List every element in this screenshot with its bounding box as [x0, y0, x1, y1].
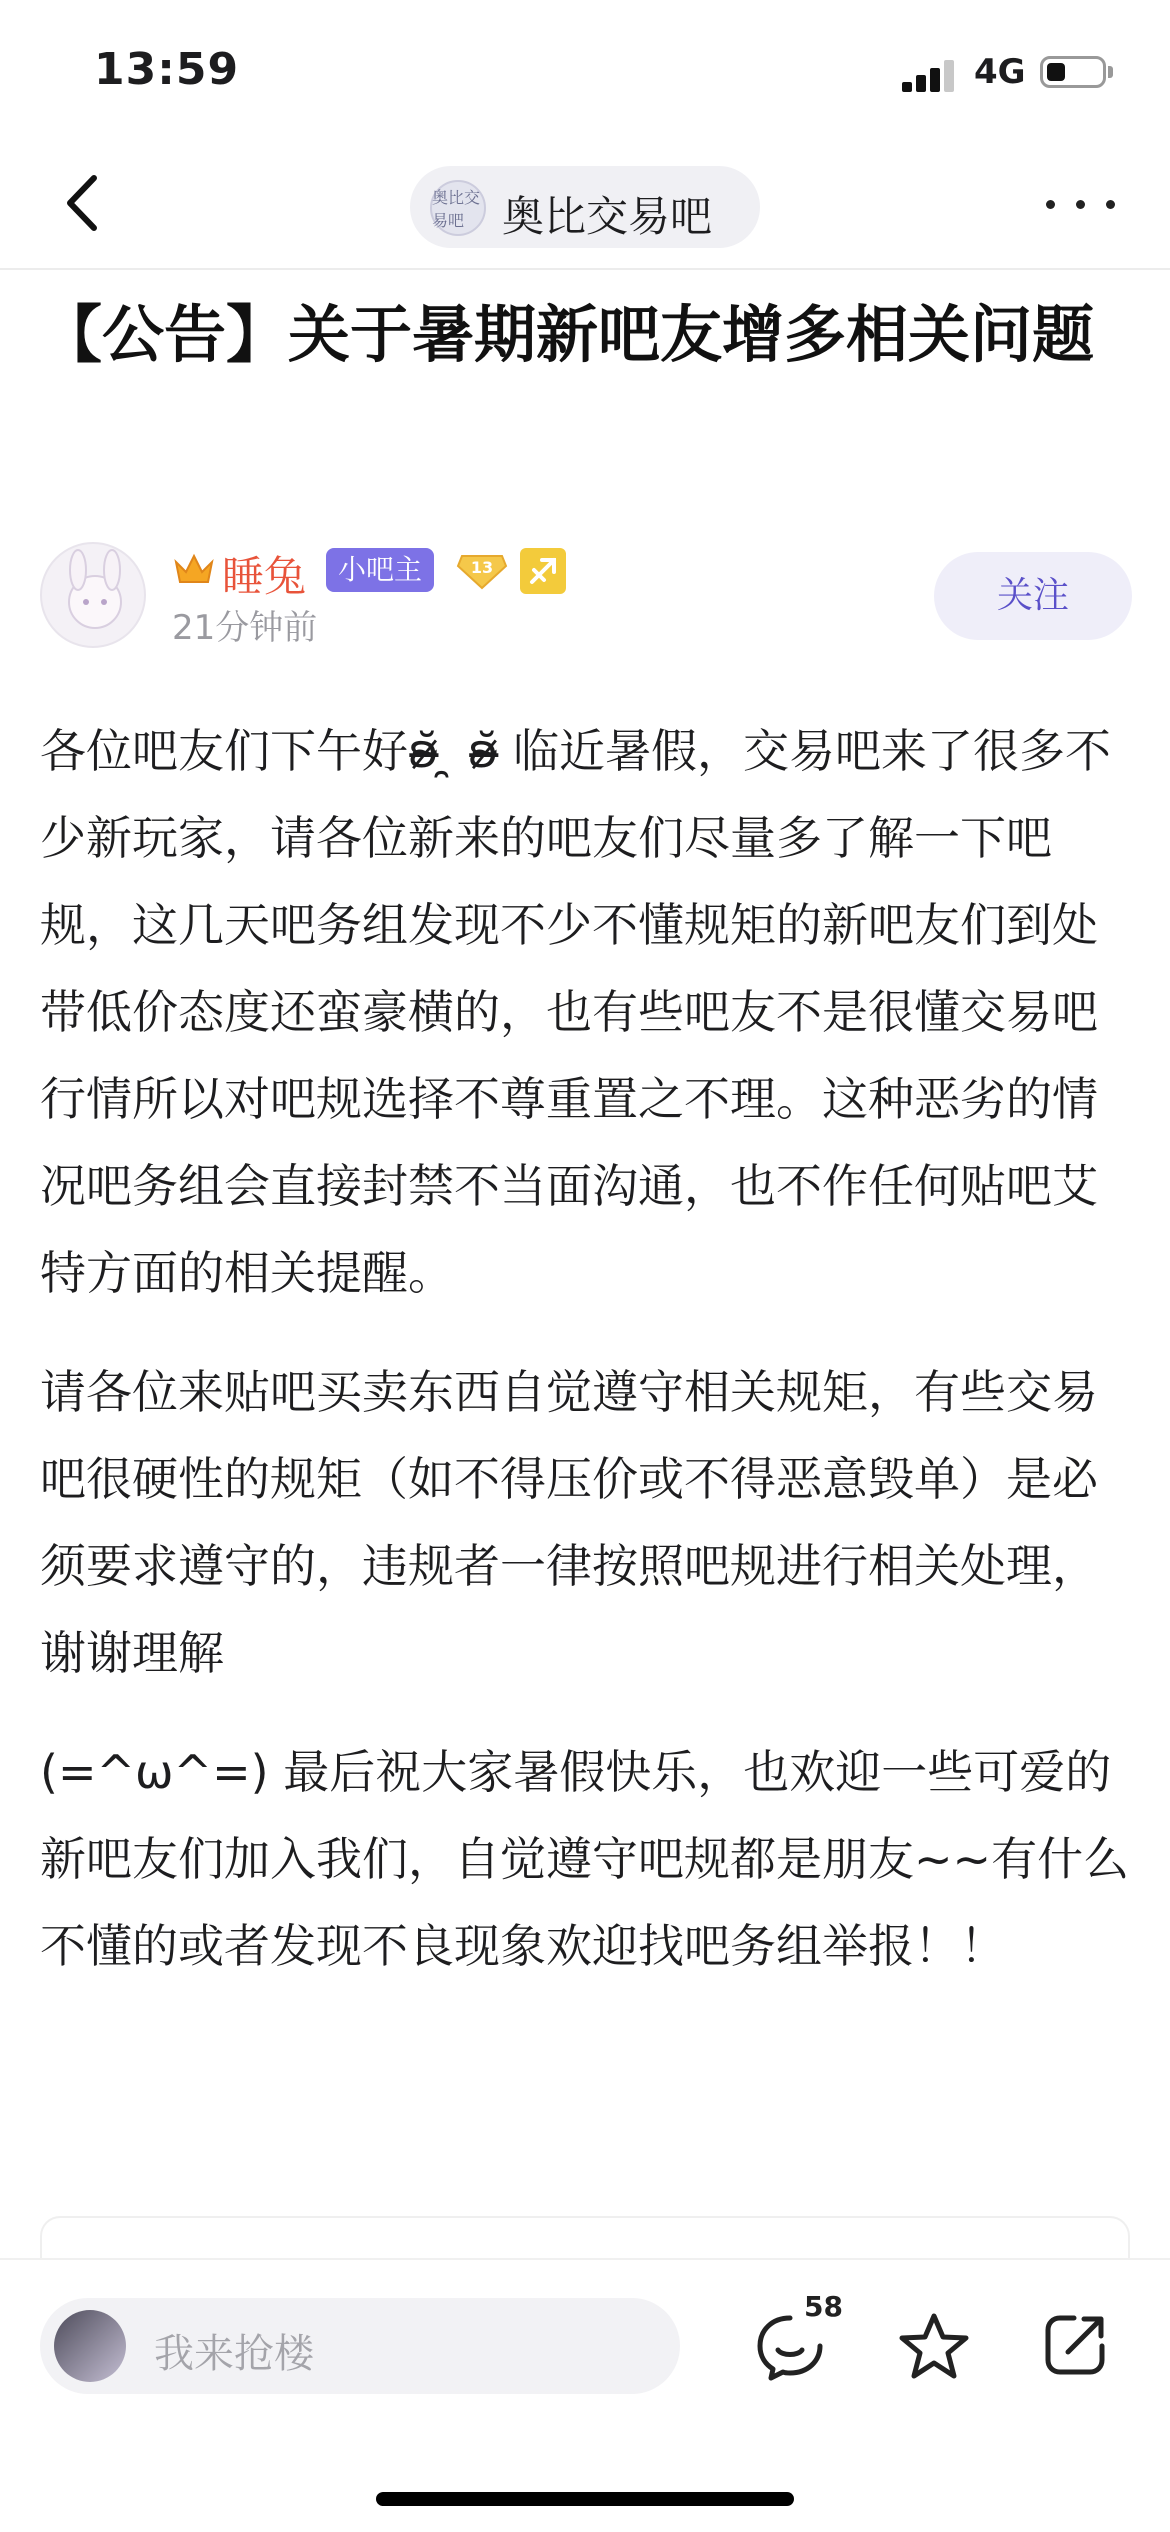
network-label: 4G: [974, 52, 1026, 92]
forum-name: 奥比交易吧: [502, 192, 713, 241]
share-icon[interactable]: [1040, 2310, 1110, 2380]
bottom-bar: [0, 2258, 1170, 2532]
status-time: 13:59: [94, 44, 240, 95]
more-button[interactable]: [1042, 180, 1122, 230]
post-paragraph: 各位吧友们下午好ʚ̴̶̷̆ ̯ ʚ̴̶̷̆ 临近暑假，交易吧来了很多不少新玩家，请各位新来的吧友们尽量多了解一下吧规，这几天吧务组发现不少不懂规矩的新吧友们到处带低价态度还蛮豪横的，也有些吧友不是很懂交易吧行情所以对吧规选择不尊重置之不理。这种恶劣的情况吧务组会直接封禁不当面沟通，也不作任何贴吧艾特方面的相关提醒。: [40, 724, 1111, 1300]
author-name[interactable]: 睡兔: [222, 552, 307, 601]
post-paragraph: 请各位来贴吧买卖东西自觉遵守相关规矩，有些交易吧很硬性的规矩（如不得压价或不得恶意毁单）是必须要求遵守的，违规者一律按照吧规进行相关处理，谢谢理解: [40, 1365, 1098, 1680]
sagittarius-icon: [520, 548, 566, 594]
post-title: 【公告】关于暑期新吧友增多相关问题: [40, 298, 1095, 371]
post-body: [40, 708, 1130, 2022]
back-button[interactable]: [56, 168, 116, 238]
reply-placeholder: 我来抢楼: [154, 2331, 314, 2377]
status-bar: [0, 0, 1170, 140]
reply-input[interactable]: [40, 2298, 680, 2394]
follow-button[interactable]: 关注: [934, 552, 1132, 640]
battery-icon: [1040, 56, 1106, 88]
forum-avatar: 奥比交易吧: [430, 180, 486, 236]
chevron-left-icon: [56, 168, 116, 238]
level-badge: [456, 550, 508, 590]
author-avatar[interactable]: [40, 542, 146, 648]
post-time: 21分钟前: [172, 608, 318, 648]
comment-count: 58: [804, 2290, 843, 2323]
user-avatar: [54, 2310, 126, 2382]
level-number: 13: [470, 558, 494, 577]
nav-bar: [0, 140, 1170, 270]
admin-badge: 小吧主: [326, 548, 434, 592]
battery-tip: [1108, 66, 1113, 78]
signal-icon: [902, 58, 956, 92]
forum-link[interactable]: [410, 166, 760, 248]
post-paragraph: (=^ω^=) 最后祝大家暑假快乐，也欢迎一些可爱的新吧友们加入我们，自觉遵守吧规都是朋友~~有什么不懂的或者发现不良现象欢迎找吧务组举报！！: [40, 1745, 1130, 1973]
star-icon[interactable]: [896, 2310, 972, 2382]
home-indicator: [376, 2492, 794, 2506]
more-dots-icon: [1046, 200, 1055, 209]
crown-icon: [174, 552, 214, 586]
